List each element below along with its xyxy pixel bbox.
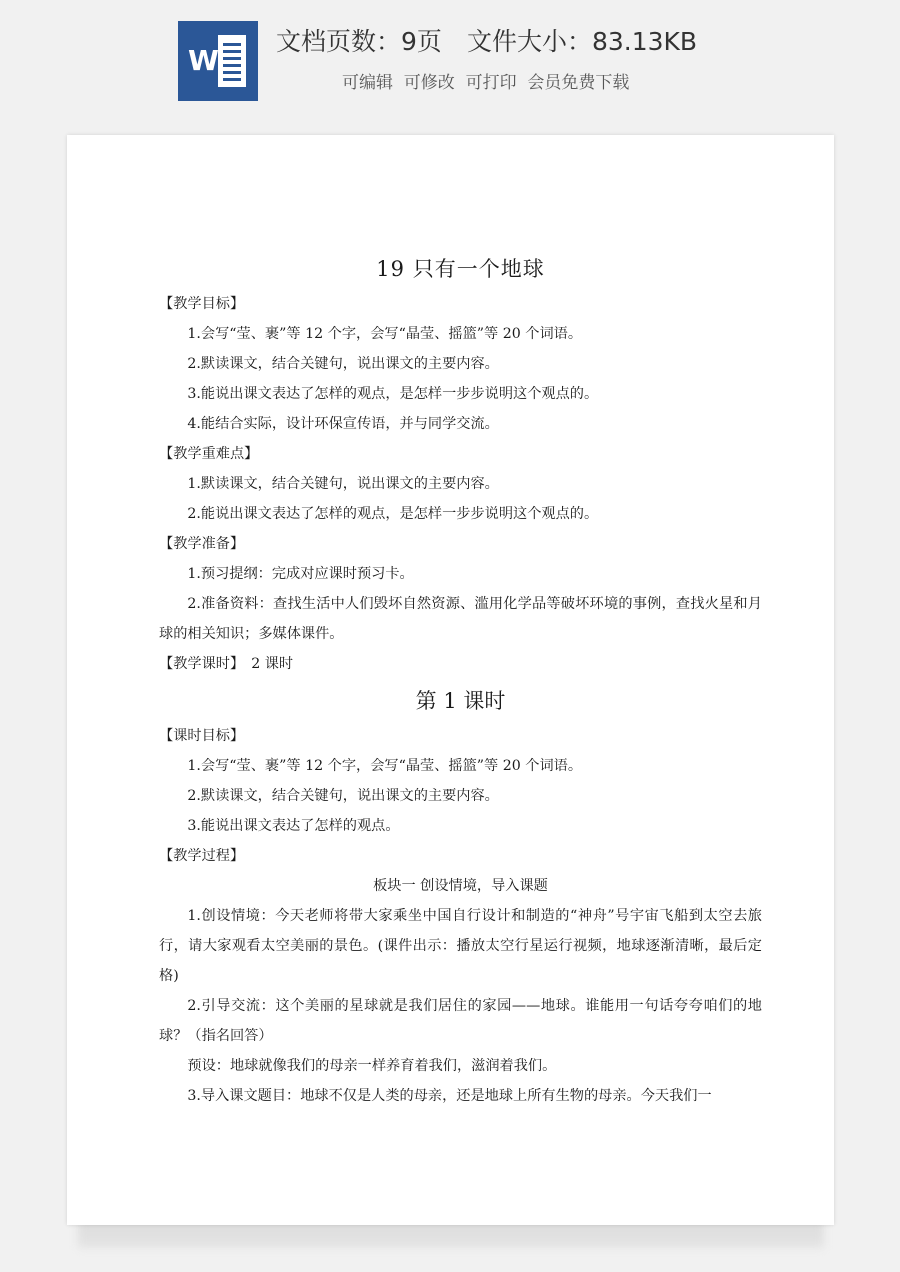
section-heading: 【教学目标】 (159, 296, 245, 312)
paragraph: 1.预习提纲：完成对应课时预习卡。 (187, 566, 414, 582)
section-heading: 【教学准备】 (159, 536, 245, 552)
paragraph: 2.引导交流：这个美丽的星球就是我们居住的家园——地球。谁能用一句话夸夸咱们的地球？（指名回答） (159, 998, 762, 1044)
page-count: 文档页数：9页 (276, 27, 442, 56)
word-letter: W (188, 44, 219, 77)
paragraph: 1.默读课文，结合关键句，说出课文的主要内容。 (187, 476, 499, 492)
paragraph: 3.能说出课文表达了怎样的观点，是怎样一步步说明这个观点的。 (187, 386, 599, 402)
file-meta (276, 22, 697, 58)
paragraph: 1.创设情境：今天老师将带大家乘坐中国自行设计和制造的“神舟”号宇宙飞船到太空去旅行，请大家观看太空美丽的景色。(课件出示：播放太空行星运行视频，地球逐渐清晰，最后定格) (159, 908, 762, 984)
word-document-icon (178, 21, 258, 101)
paragraph: 2.准备资料：查找生活中人们毁坏自然资源、滥用化学品等破坏环境的事例，查找火星和月球的相关知识；多媒体课件。 (159, 596, 762, 642)
lesson-heading: 第 1 课时 (415, 689, 506, 713)
paragraph: 1.会写“莹、裹”等 12 个字，会写“晶莹、摇篮”等 20 个词语。 (187, 758, 583, 774)
paragraph: 2.默读课文，结合关键句，说出课文的主要内容。 (187, 356, 499, 372)
document-page (67, 135, 834, 1225)
file-size: 文件大小：83.13KB (466, 27, 698, 56)
document-title: 19 只有一个地球 (376, 257, 545, 281)
block-heading: 板块一 创设情境，导入课题 (373, 878, 548, 894)
paragraph: 3.导入课文题目：地球不仅是人类的母亲，还是地球上所有生物的母亲。今天我们一 (187, 1088, 712, 1104)
section-heading: 【教学过程】 (159, 848, 245, 864)
section-heading: 【课时目标】 (159, 728, 245, 744)
section-heading: 【教学重难点】 (159, 446, 259, 462)
header-banner (0, 0, 900, 115)
paragraph: 预设：地球就像我们的母亲一样养育着我们，滋润着我们。 (187, 1058, 557, 1074)
paragraph: 2.能说出课文表达了怎样的观点，是怎样一步步说明这个观点的。 (187, 506, 599, 522)
section-heading: 【教学课时】 2 课时 (159, 656, 294, 672)
document-lines-icon (218, 35, 246, 87)
paragraph: 4.能结合实际，设计环保宣传语，并与同学交流。 (187, 416, 499, 432)
paragraph: 3.能说出课文表达了怎样的观点。 (187, 818, 400, 834)
document-content (159, 253, 762, 1111)
document-body (159, 289, 762, 1111)
feature-list: 可编辑 可修改 可打印 会员免费下载 (342, 73, 630, 93)
paragraph: 1.会写“莹、裹”等 12 个字，会写“晶莹、摇篮”等 20 个词语。 (187, 326, 583, 342)
paragraph: 2.默读课文，结合关键句，说出课文的主要内容。 (187, 788, 499, 804)
